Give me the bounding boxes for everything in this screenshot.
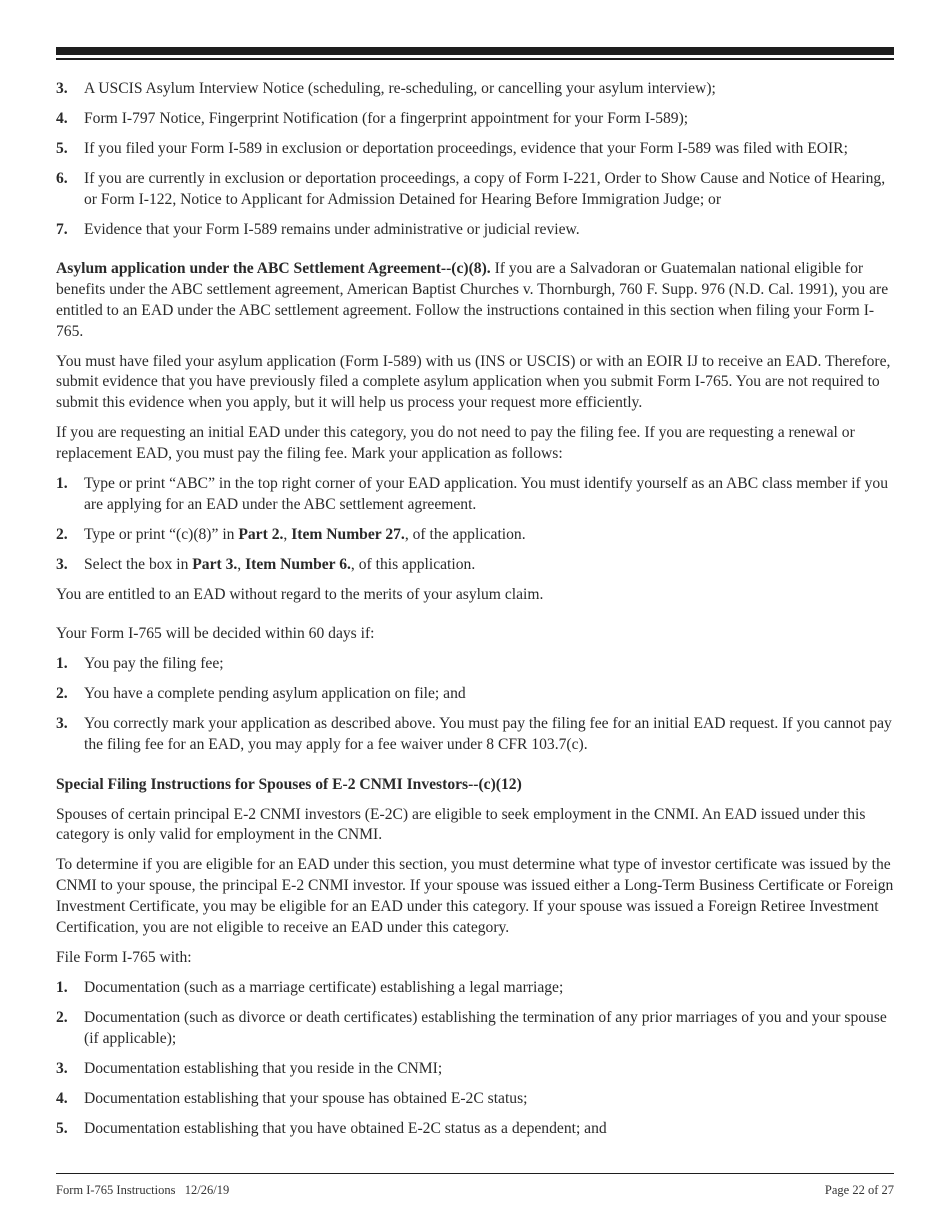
list-item xyxy=(56,1008,896,1050)
list-item xyxy=(56,555,896,576)
list-text: Documentation (such as divorce or death certificates) establishing the termination of any prior marriages of you and your spouse (if applicable); xyxy=(84,1008,887,1047)
text-run: , of this application. xyxy=(350,555,476,573)
list-item xyxy=(56,978,896,999)
bold-run: Part 2. xyxy=(238,525,284,543)
cnmi-paragraph-2: To determine if you are eligible for an EAD under this section, you must determine what type of investor certificate was issued by the CNMI to your spouse, the principal E-2 CNMI investor. If your spouse was issued either a Long-Term Business Certificate or Foreign Investment Certificate, you may be eligible for an EAD under this category. If your spouse was issued a Foreign Retiree Investment Certification, you are not eligible to receive an EAD under this category. xyxy=(56,856,894,936)
list-number: 2. xyxy=(56,1008,68,1026)
list-item xyxy=(56,474,896,516)
list-text: You correctly mark your application as described above. You must pay the filing fee for an initial EAD request. If you cannot pay the filing fee for an EAD, you may apply for a fee waiver under 8 CFR 103.7(c). xyxy=(84,715,892,754)
list-number: 3. xyxy=(56,555,68,573)
header-rule-thick xyxy=(56,47,894,55)
list-item xyxy=(56,1119,896,1140)
list-item xyxy=(56,79,896,100)
bold-run: Part 3. xyxy=(192,555,238,573)
abc-intro-text: If you are a Salvadoran or Guatemalan national eligible for benefits under the ABC settlement agreement, American Baptist Churches v. Thornburgh, 760 F. Supp. 976 (N.D. Cal. 1991), you are entitled to an EAD under the ABC settlement agreement. Follow the instructions contained in this section when filing your Form I-765. xyxy=(56,260,889,340)
abc-paragraph-5: Your Form I-765 will be decided within 60 days if: xyxy=(56,625,375,643)
list-item xyxy=(56,654,896,675)
abc-intro-paragraph xyxy=(56,259,896,342)
footer-rule xyxy=(56,1173,894,1174)
list-number: 5. xyxy=(56,139,68,157)
list-number: 5. xyxy=(56,1119,68,1137)
list-number: 4. xyxy=(56,109,68,127)
bold-run: Item Number 27. xyxy=(291,525,405,543)
list-number: 4. xyxy=(56,1089,68,1107)
list-number: 7. xyxy=(56,220,68,238)
text-run: , of the application. xyxy=(404,525,526,543)
list-text: Form I-797 Notice, Fingerprint Notification (for a fingerprint appointment for your Form I-589); xyxy=(84,109,689,127)
abc-paragraph-2: You must have filed your asylum application (Form I-589) with us (INS or USCIS) or with an EOIR IJ to receive an EAD. Therefore, submit evidence that you have previously filed a complete asylum application when you submit Form I-765. You are not required to submit this evidence when you apply, but it will help us process your request more efficiently. xyxy=(56,352,891,412)
list-item xyxy=(56,714,896,756)
list-number: 1. xyxy=(56,978,68,996)
list-number: 3. xyxy=(56,715,68,733)
text-run: Select the box in xyxy=(84,555,193,573)
cnmi-heading: Special Filing Instructions for Spouses of E-2 CNMI Investors--(c)(12) xyxy=(56,775,522,793)
list-number: 2. xyxy=(56,685,68,703)
document-body xyxy=(56,79,896,1149)
list-text: If you are currently in exclusion or deportation proceedings, a copy of Form I-221, Order to Show Cause and Notice of Hearing, or Form I-122, Notice to Applicant for Admission Detained for Hearing Before Immigration Judge; or xyxy=(84,169,886,208)
list-item xyxy=(56,220,896,241)
list-number: 6. xyxy=(56,169,68,187)
list-item xyxy=(56,1059,896,1080)
list-text: You pay the filing fee; xyxy=(84,655,224,673)
abc-paragraph-3: If you are requesting an initial EAD under this category, you do not need to pay the filing fee. If you are requesting a renewal or replacement EAD, you must pay the filing fee. Mark your application as follows: xyxy=(56,424,855,463)
list-text: Documentation establishing that you reside in the CNMI; xyxy=(84,1059,443,1077)
list-text xyxy=(84,555,896,576)
header-rule-thin xyxy=(56,58,894,60)
list-text: Documentation (such as a marriage certificate) establishing a legal marriage; xyxy=(84,978,564,996)
text-run: , xyxy=(283,525,292,543)
footer-page-number: Page 22 of 27 xyxy=(824,1183,894,1197)
list-text: If you filed your Form I-589 in exclusion or deportation proceedings, evidence that your Form I-589 was filed with EOIR; xyxy=(84,139,848,157)
list-text: Type or print “ABC” in the top right corner of your EAD application. You must identify yourself as an ABC class member if you are applying for an EAD under the ABC settlement agreement. xyxy=(84,475,889,513)
cnmi-paragraph-3: File Form I-765 with: xyxy=(56,948,192,966)
list-item xyxy=(56,139,896,160)
list-text xyxy=(84,525,896,546)
list-text: A USCIS Asylum Interview Notice (scheduling, re-scheduling, or cancelling your asylum interview); xyxy=(84,80,716,97)
list-text: You have a complete pending asylum application on file; and xyxy=(84,685,466,703)
list-number: 3. xyxy=(56,80,68,97)
list-number: 2. xyxy=(56,525,68,543)
list-number: 3. xyxy=(56,1059,68,1077)
text-run: Type or print “(c)(8)” in xyxy=(84,525,239,543)
abc-heading: Asylum application under the ABC Settlement Agreement--(c)(8). xyxy=(56,260,491,278)
list-item xyxy=(56,1089,896,1110)
text-run: , xyxy=(237,555,246,573)
list-item xyxy=(56,109,896,130)
bold-run: Item Number 6. xyxy=(245,555,351,573)
abc-paragraph-4: You are entitled to an EAD without regard to the merits of your asylum claim. xyxy=(56,585,544,603)
list-item xyxy=(56,525,896,546)
list-number: 1. xyxy=(56,655,68,673)
list-item xyxy=(56,684,896,705)
cnmi-paragraph-1: Spouses of certain principal E-2 CNMI investors (E-2C) are eligible to seek employment in the CNMI. An EAD issued under this category is only valid for employment in the CNMI. xyxy=(56,805,866,844)
list-text: Documentation establishing that your spouse has obtained E-2C status; xyxy=(84,1089,528,1107)
list-text: Evidence that your Form I-589 remains under administrative or judicial review. xyxy=(84,220,580,238)
footer-form-info: Form I-765 Instructions 12/26/19 xyxy=(56,1183,230,1197)
list-text: Documentation establishing that you have obtained E-2C status as a dependent; and xyxy=(84,1119,607,1137)
list-number: 1. xyxy=(56,475,68,493)
list-item xyxy=(56,169,896,211)
